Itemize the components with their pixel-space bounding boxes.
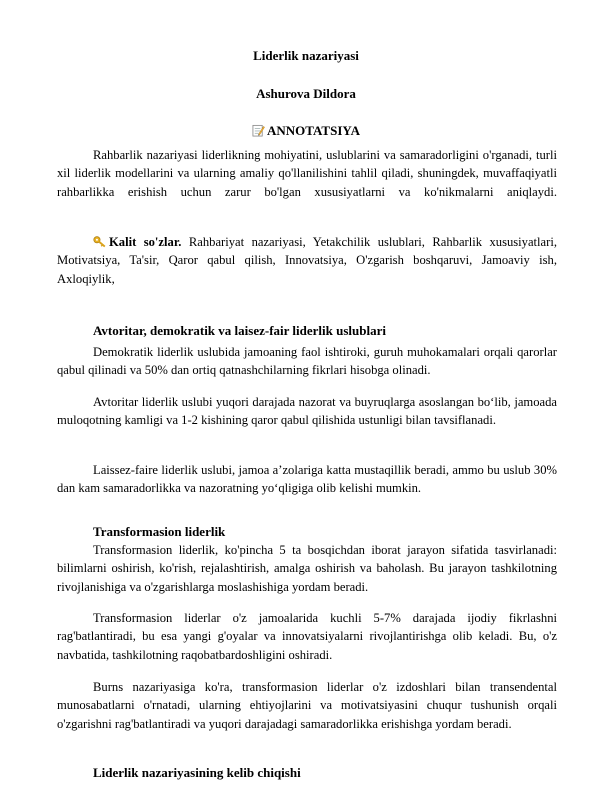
annotation-text: Rahbarlik nazariyasi liderlikning mohiyatini, uslublarini va samaradorligini o'rganadi, turli xil liderlik modellarini va ularning amaliy qo'llanilishini tahlil qiladi, shuningdek, muvaffaqiyatli rahbarlikka erishish uchun zarur bo'lgan xususiyatlarni va ko'nikmalarni aniqlaydi. (57, 148, 557, 199)
key-icon (93, 235, 107, 248)
keywords-paragraph (57, 233, 557, 288)
section2-paragraph-3: Burns nazariyasiga ko'ra, transformasion liderlar o'z izdoshlari bilan transendental munosabatlarni o'rnatadi, ularning ehtiyojlarini va motivatsiyasini chuqur tushunish orqali o'zgarishni rag'batlantiradi va yuqori darajadagi samaradorlikka erishishga yordam beradi. (57, 680, 557, 731)
section2-paragraph-1: Transformasion liderlik, ko'pincha 5 ta bosqichdan iborat jarayon sifatida tasvirlanadi: bilimlarni oshirish, ko'rish, rejalashtirish, amalga oshirish va baholash. Bu jarayon tashkilotning rivojlanishiga va o'zgarishlarga moslashishiga yordam beradi. (57, 543, 557, 594)
document-title: Liderlik nazariyasi (253, 48, 359, 63)
keywords-text: Rahbariyat nazariyasi, Yetakchilik uslublari, Rahbarlik xususiyatlari, Motivatsiya, Ta'sir, Qaror qabul qilish, Innovatsiya, O'zgarish boshqaruvi, Jamoaviy ish, Axloqiylik, (57, 235, 557, 286)
annotation-heading-row (0, 123, 612, 139)
section2-heading: Transformasion liderlik (93, 524, 226, 539)
annotation-heading: ANNOTATSIYA (267, 123, 360, 138)
section1-paragraph-1: Demokratik liderlik uslubida jamoaning faol ishtiroki, guruh muhokamalari orqali qarorlar qabul qilinadi va 50% dan ortiq qatnashchilarning fikrlari hisobga olinadi. (57, 345, 557, 378)
section1-heading: Avtoritar, demokratik va laisez-fair liderlik uslublari (93, 323, 386, 338)
section1-paragraph-2: Avtoritar liderlik uslubi yuqori darajada nazorat va buyruqlarga asoslangan bo‘lib, jamoada muloqotning kamligi va 1-2 kishining qaror qabul qilishida ustunligi bilan tavsiflanadi. (57, 395, 557, 428)
memo-icon (252, 124, 265, 137)
section1-paragraph-3: Laissez-faire liderlik uslubi, jamoa a’zolariga katta mustaqillik beradi, ammo bu uslub 30% dan kam samaradorlikka va nazoratning yo‘qligiga olib kelishi mumkin. (57, 463, 557, 496)
keywords-label: Kalit so'zlar. (109, 235, 182, 249)
section3-heading: Liderlik nazariyasining kelib chiqishi (93, 765, 301, 780)
section2-paragraph-2: Transformasion liderlar o'z jamoalarida kuchli 5-7% darajada ijodiy fikrlashni rag'batlantiradi, bu esa yangi g'oyalar va innovatsiyalarni rivojlantirishga olib keladi. Bu, o'z navbatida, tashkilotning raqobatbardoshligini oshiradi. (57, 611, 557, 662)
author-name: Ashurova Dildora (256, 86, 356, 101)
